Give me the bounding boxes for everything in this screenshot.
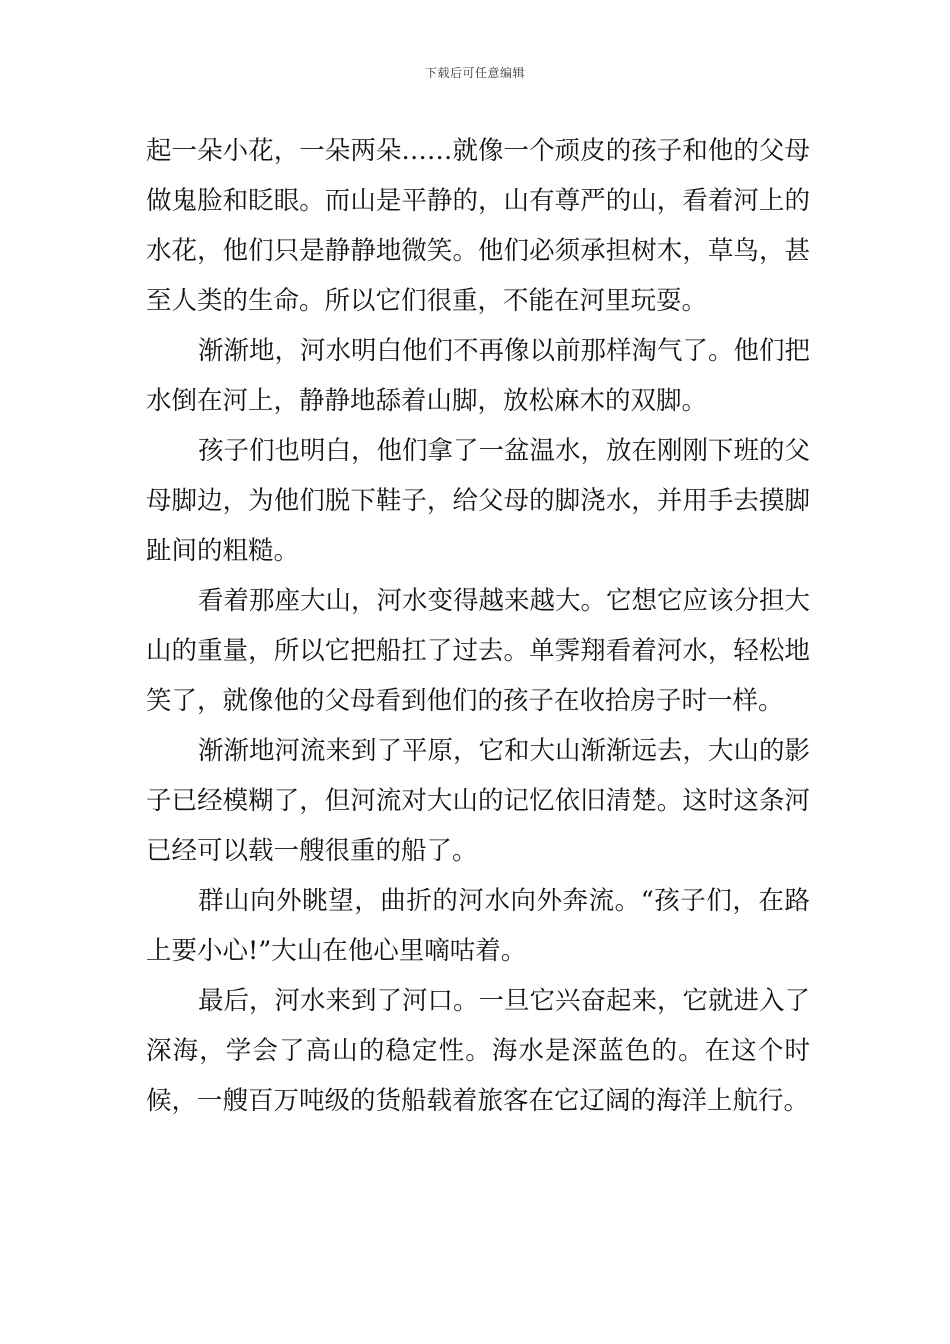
paragraph-7: 最后，河水来到了河口。一旦它兴奋起来，它就进入了深海，学会了高山的稳定性。海水是深蓝色的。在这个时候，一艘百万吨级的货船载着旅客在它辽阔的海洋上航行。	[146, 986, 811, 1116]
paragraph-4: 看着那座大山，河水变得越来越大。它想它应该分担大山的重量，所以它把船扛了过去。单霁翔看着河水，轻松地笑了，就像他的父母看到他们的孩子在收拾房子时一样。	[146, 586, 811, 716]
page-header: 下载后可任意编辑	[424, 66, 525, 80]
paragraph-5: 渐渐地河流来到了平原，它和大山渐渐远去，大山的影子已经模糊了，但河流对大山的记忆依旧清楚。这时这条河已经可以载一艘很重的船了。	[146, 736, 811, 866]
paragraph-2: 渐渐地，河水明白他们不再像以前那样淘气了。他们把水倒在河上，静静地舔着山脚，放松麻木的双脚。	[146, 336, 811, 416]
paragraph-6: 群山向外眺望，曲折的河水向外奔流。“孩子们，在路上要小心!”大山在他心里嘀咕着。	[146, 886, 810, 966]
paragraph-1: 起一朵小花，一朵两朵……就像一个顽皮的孩子和他的父母做鬼脸和眨眼。而山是平静的，山有尊严的山，看着河上的水花，他们只是静静地微笑。他们必须承担树木，草鸟，甚至人类的生命。所以它们很重，不能在河里玩耍。	[146, 136, 810, 316]
paragraph-3: 孩子们也明白，他们拿了一盆温水，放在刚刚下班的父母脚边，为他们脱下鞋子，给父母的脚浇水，并用手去摸脚趾间的粗糙。	[146, 436, 811, 566]
document-body	[146, 126, 810, 1126]
